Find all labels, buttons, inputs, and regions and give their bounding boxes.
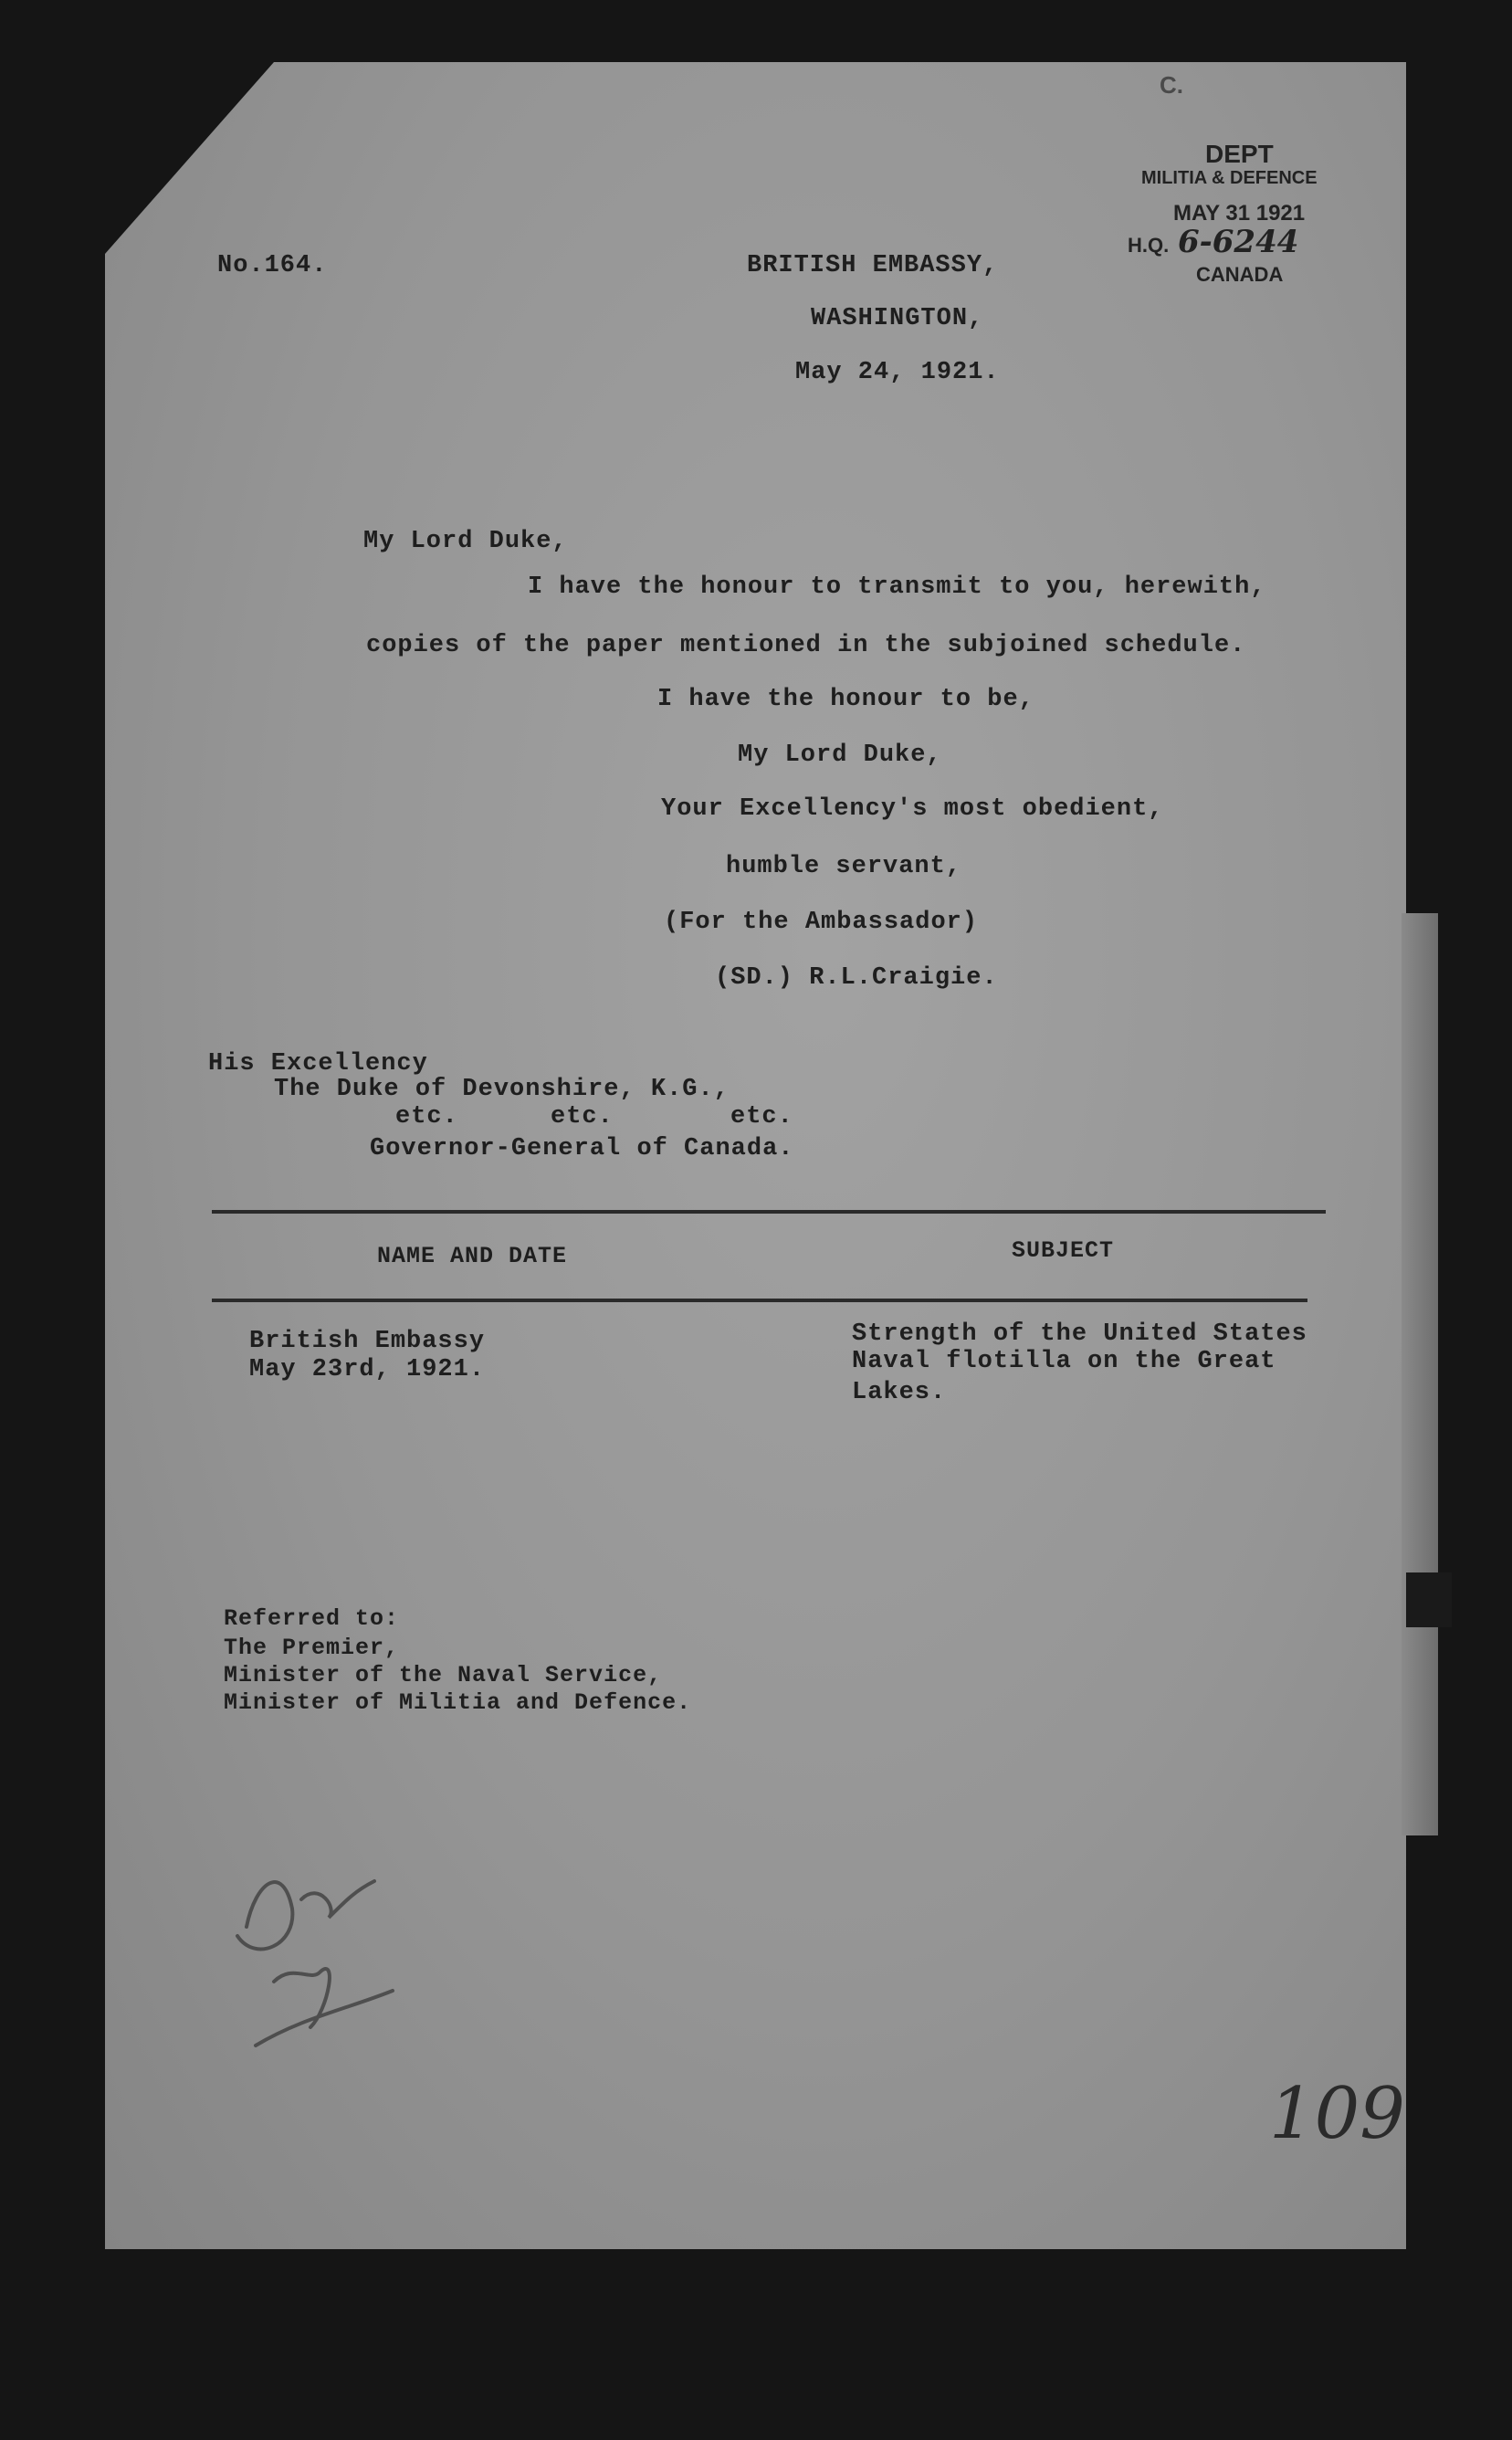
stamp-dept: DEPT [1205,140,1274,168]
body-line-1: I have the honour to transmit to you, herewith, [528,573,1266,601]
stamp-country: CANADA [1196,263,1284,286]
schedule-row-subject-line-1: Strength of the United States [852,1320,1307,1348]
schedule-header-name: NAME AND DATE [377,1243,568,1269]
embassy-name: BRITISH EMBASSY, [747,252,999,279]
letter-number: No.164. [217,252,328,279]
schedule-row-name-line-2: May 23rd, 1921. [249,1356,486,1383]
addressee-etc-3: etc. [730,1103,793,1131]
handwritten-initials [219,1826,429,2082]
stamp-corner-mark: C. [1160,71,1183,99]
schedule-row-subject-line-3: Lakes. [852,1379,947,1406]
paper-edge [1402,913,1438,1835]
city: WASHINGTON, [811,305,984,332]
addressee-line-4: Governor-General of Canada. [370,1135,794,1162]
stamp-ref-number: 6-6244 [1178,224,1299,260]
closing-line-5: (For the Ambassador) [664,909,979,936]
closing-line-1: I have the honour to be, [657,686,1034,713]
salutation: My Lord Duke, [363,528,568,555]
schedule-row-subject-line-2: Naval flotilla on the Great [852,1348,1276,1375]
received-stamp [1128,71,1370,288]
addressee-etc-1: etc. [395,1103,458,1131]
referral-line-3: Minister of Militia and Defence. [224,1689,692,1716]
schedule-header-subject: SUBJECT [1012,1237,1115,1264]
letter-date: May 24, 1921. [795,359,1000,386]
page-number: 109 [1269,2073,1405,2155]
body-line-2: copies of the paper mentioned in the subjoined schedule. [366,632,1246,659]
schedule-top-rule [212,1210,1326,1214]
signature: (SD.) R.L.Craigie. [715,964,998,992]
binding-tab [1406,1572,1452,1627]
addressee-etc-2: etc. [551,1103,614,1131]
stamp-militia: MILITIA & DEFENCE [1141,168,1318,188]
referral-line-2: Minister of the Naval Service, [224,1662,663,1688]
referral-heading: Referred to: [224,1605,400,1632]
stamp-date: MAY 31 1921 [1173,201,1306,226]
stamp-ref-prefix: H.Q. [1128,234,1170,257]
addressee-line-2: The Duke of Devonshire, K.G., [274,1076,730,1103]
closing-line-2: My Lord Duke, [738,741,942,769]
referral-line-1: The Premier, [224,1635,400,1661]
addressee-line-1: His Excellency [208,1050,428,1078]
closing-line-4: humble servant, [726,853,962,880]
closing-line-3: Your Excellency's most obedient, [661,795,1164,823]
schedule-row-name-line-1: British Embassy [249,1328,486,1355]
schedule-header-rule [212,1299,1307,1302]
